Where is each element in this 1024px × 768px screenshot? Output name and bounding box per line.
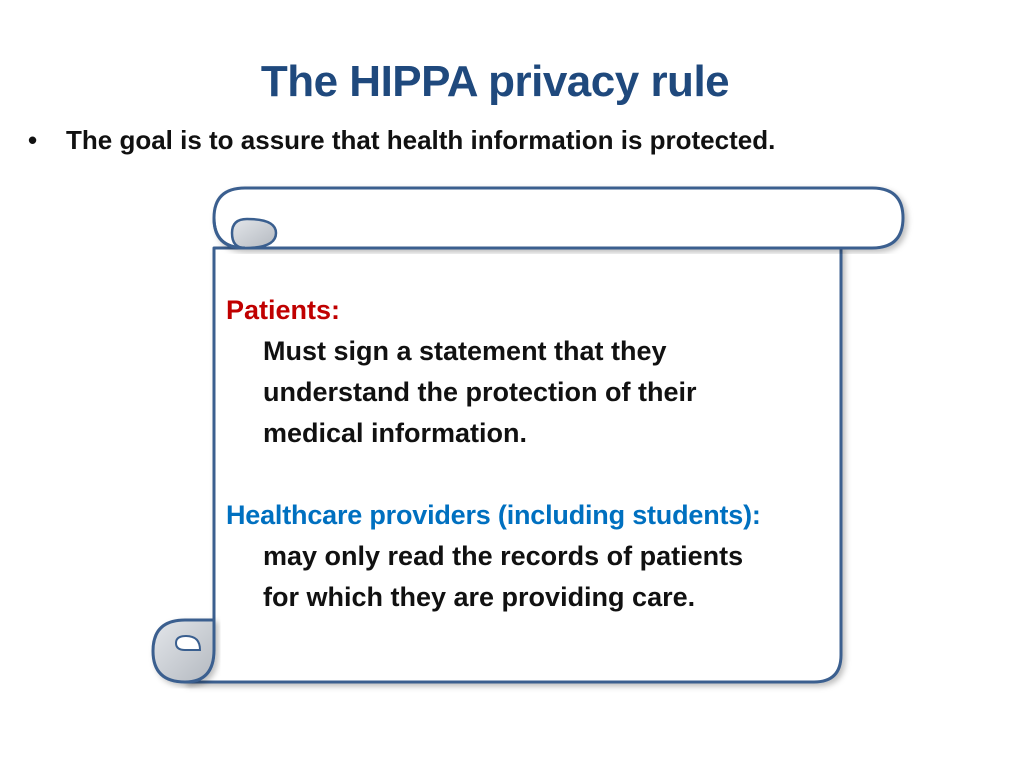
scroll-bottom-curl	[153, 620, 214, 682]
patients-line: Must sign a statement that they	[263, 336, 667, 366]
scroll-top-roll	[214, 188, 903, 248]
bullet-icon: •	[28, 125, 38, 155]
providers-line: may only read the records of patients	[263, 541, 744, 571]
slide-title: The HIPPA privacy rule	[260, 57, 730, 106]
section-spacer	[226, 454, 826, 495]
scroll-top-curl	[232, 219, 276, 248]
patients-heading: Patients:	[226, 295, 341, 325]
providers-heading: Healthcare providers (including students):	[226, 500, 761, 530]
patients-line: medical information.	[263, 418, 528, 448]
patients-line: understand the protection of their	[263, 377, 697, 407]
providers-line: for which they are providing care.	[263, 582, 696, 612]
scroll-content	[226, 290, 826, 618]
intro-bullet-text: The goal is to assure that health information is protected.	[66, 125, 776, 155]
